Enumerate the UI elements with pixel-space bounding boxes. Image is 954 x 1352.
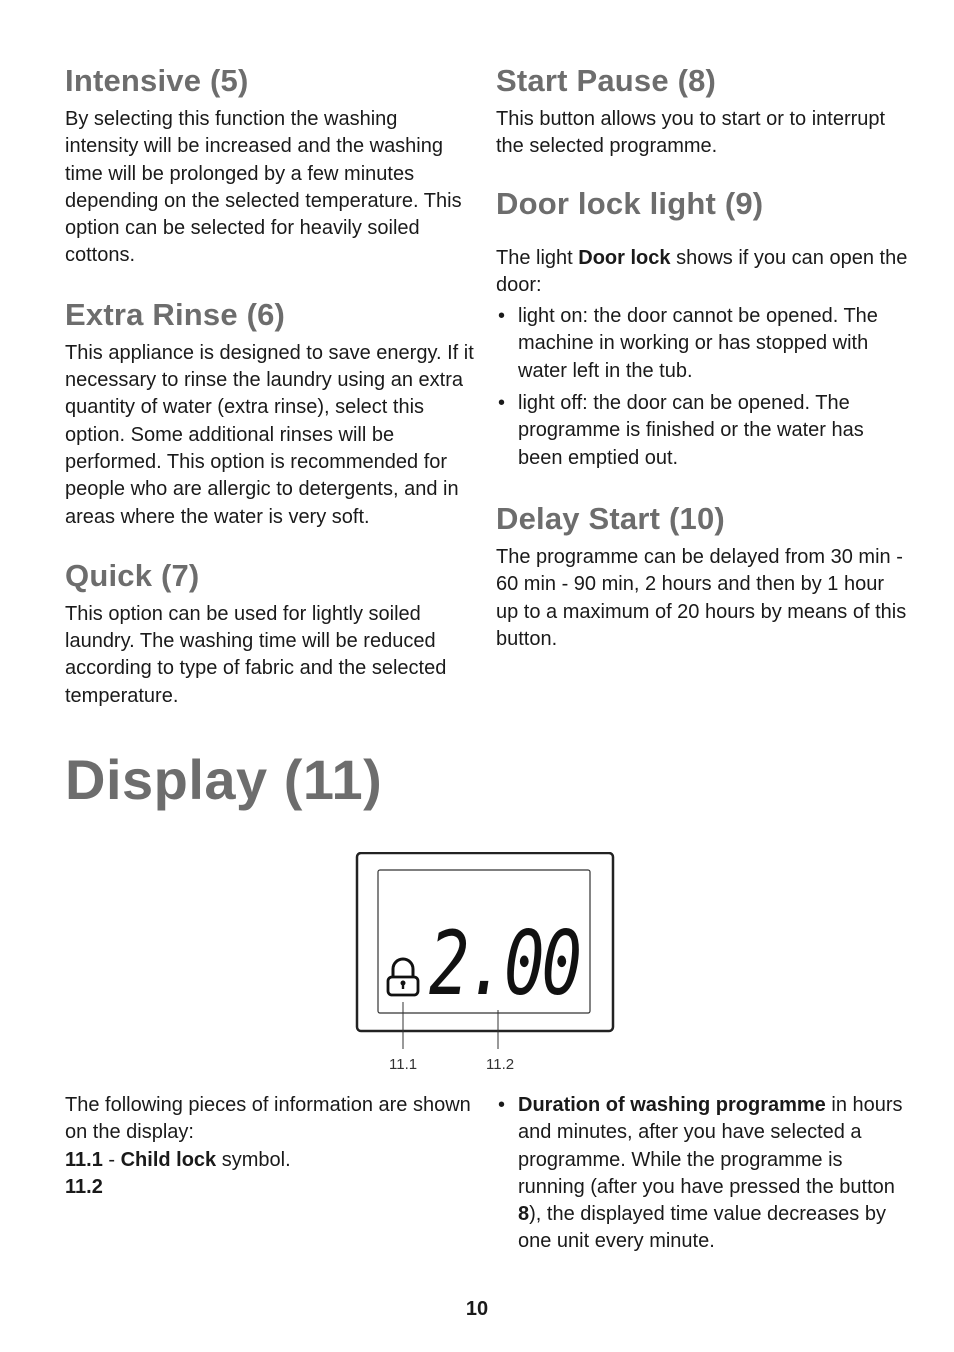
display-info-left	[65, 1092, 475, 1201]
section-delay-start	[496, 500, 908, 653]
left-column	[65, 62, 475, 736]
item1-number: 11.1	[65, 1148, 103, 1171]
bullet-bold: Duration of washing programme	[518, 1094, 826, 1116]
duration-bullets	[496, 1092, 908, 1256]
page-number: 10	[465, 1298, 489, 1320]
door-lock-bullets	[496, 303, 908, 472]
label-11-1: 11.1	[389, 1056, 418, 1073]
item1-separator: -	[102, 1148, 121, 1171]
heading-intensive: Intensive (5)	[65, 63, 249, 98]
text-door-lock-intro	[496, 245, 908, 300]
heading-start-pause: Start Pause (8)	[496, 63, 717, 98]
label-11-2: 11.2	[486, 1056, 515, 1073]
text-extra-rinse: This appliance is designed to save energy. If it necessary to rinse the laundry using an extra quantity of water (extra rinse), select this option. Some additional rinses will be performed. This option is recommended for people who are allergic to detergents, and in areas where the water is very soft.	[65, 341, 474, 528]
heading-delay-start: Delay Start (10)	[496, 500, 725, 536]
section-quick	[65, 557, 475, 710]
section-door-lock	[496, 185, 908, 472]
display-illustration	[355, 852, 617, 1082]
item1-bold: Child lock	[120, 1148, 217, 1171]
display-info-intro: The following pieces of information are shown on the display:	[65, 1094, 471, 1144]
door-lock-intro-bold: Door lock	[578, 246, 671, 269]
heading-quick: Quick (7)	[65, 557, 200, 593]
display-info-item-1	[65, 1147, 475, 1174]
display-info-item-2	[65, 1174, 475, 1201]
text-start-pause: This button allows you to start or to interrupt the selected programme.	[496, 108, 886, 158]
text-quick: This option can be used for lightly soiled laundry. The washing time will be reduced according to type of fabric and the selected temperature.	[65, 602, 447, 707]
section-intensive	[65, 62, 475, 270]
bullet-end: ), the displayed time value decreases by one unit every minute.	[518, 1203, 886, 1253]
heading-door-lock: Door lock light (9)	[496, 185, 764, 221]
display-figure	[355, 852, 617, 1082]
list-item: • light off: the door can be opened. The programme is finished or the water has been emptied out.	[496, 390, 908, 472]
bullet-button: 8	[518, 1203, 530, 1226]
list-item	[496, 1092, 908, 1256]
display-readout: 2.00	[429, 912, 580, 1015]
item1-post: symbol.	[216, 1148, 291, 1171]
item2-number: 11.2	[65, 1175, 103, 1198]
list-item: • light on: the door cannot be opened. The machine in working or has stopped with water left in the tub.	[496, 303, 908, 385]
door-lock-intro-post: shows if you can open the door:	[496, 246, 908, 296]
text-intensive: By selecting this function the washing intensity will be increased and the washing time will be prolonged by a few minutes depending on the selected temperature. This option can be selected for heavily soiled cottons.	[65, 108, 462, 267]
heading-extra-rinse: Extra Rinse (6)	[65, 296, 286, 332]
door-lock-intro-pre: The light	[496, 246, 579, 269]
section-extra-rinse	[65, 296, 475, 531]
page-title: Display (11)	[65, 748, 383, 811]
display-info-right	[496, 1092, 908, 1261]
section-start-pause	[496, 62, 908, 161]
text-delay-start: The programme can be delayed from 30 min - 60 min - 90 min, 2 hours and then by 1 hour up to a maximum of 20 hours by means of this button.	[496, 545, 907, 650]
right-column	[496, 62, 908, 679]
bullet-mid: in hours and minutes, after you have selected a programme. While the programme is running (after you have pressed the button	[518, 1094, 903, 1198]
